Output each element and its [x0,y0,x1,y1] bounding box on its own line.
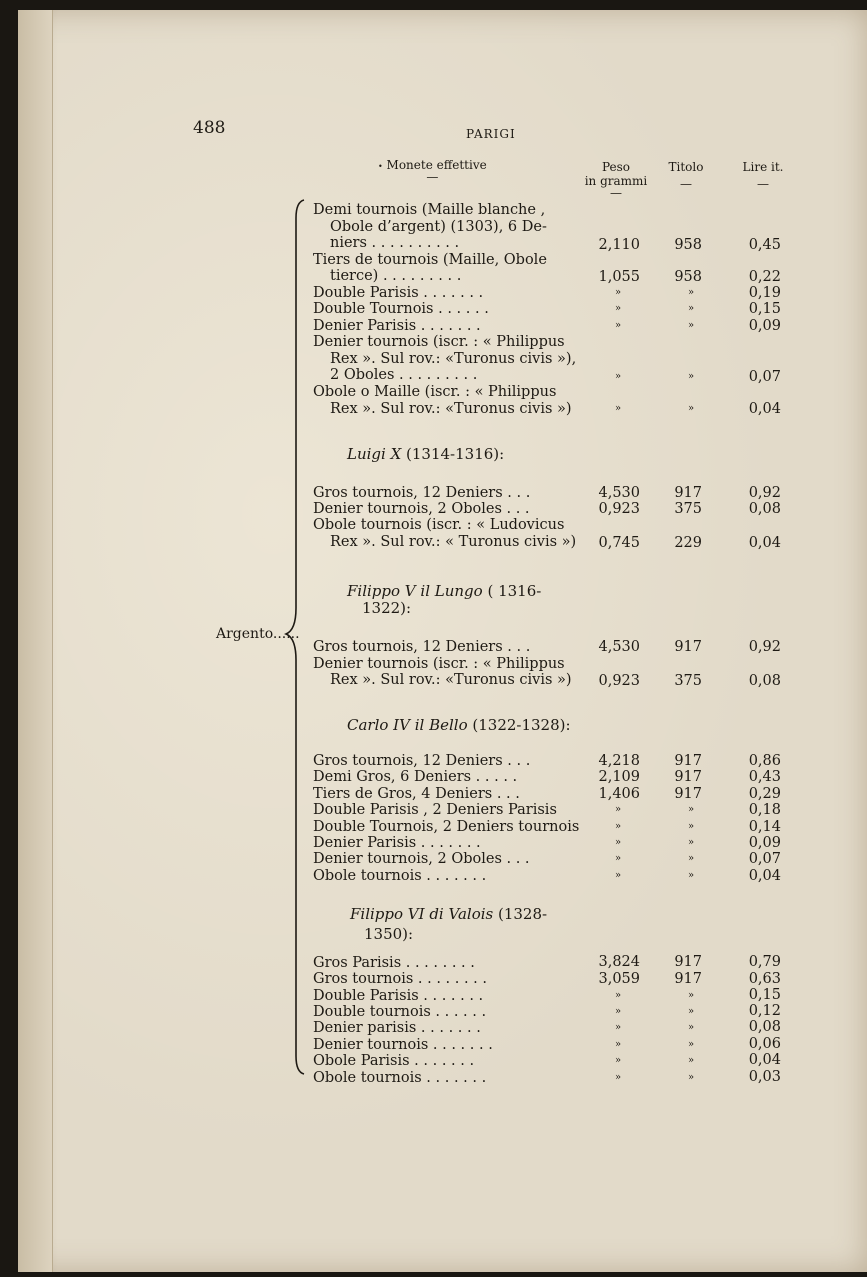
reign-heading [347,717,591,734]
coin-desc: Gros tournois, 12 Deniers . . . [313,753,531,769]
titolo-value: 917 [674,954,702,970]
coin-desc: Denier Parisis . . . . . . . [313,835,481,851]
peso-value: 4,530 [598,639,640,655]
lire-value: 0,04 [748,401,781,417]
coin-desc: Gros Parisis . . . . . . . . [313,955,475,971]
lire-value: 0,08 [748,501,781,517]
lire-value: 0,12 [748,1003,781,1019]
lire-value: 0,07 [748,369,781,385]
col-lire-label: Lire it. [742,160,784,174]
ditto-mark: » [687,870,695,881]
lire-value: 0,43 [748,769,781,785]
ditto-mark: » [614,320,622,331]
ditto-mark: » [614,303,622,314]
ditto-mark: » [614,853,622,864]
col-dash: — [426,170,439,184]
lire-value: 0,07 [748,851,781,867]
titolo-value: 375 [674,501,702,517]
peso-value: 0,745 [598,535,640,551]
titolo-value: 917 [674,786,702,802]
ditto-mark: » [687,821,695,832]
lire-value: 0,04 [748,868,781,884]
coin-desc: Gros tournois . . . . . . . . [313,971,488,987]
lire-value: 0,04 [748,1052,781,1068]
page-gutter [18,10,53,1272]
ditto-mark: » [614,837,622,848]
coin-desc: Double Parisis , 2 Deniers Parisis [313,802,557,818]
peso-value: 4,218 [598,753,640,769]
reign-dates: ( 1316- [482,582,542,600]
col-header-lire [738,160,788,189]
coin-desc: Denier tournois, 2 Oboles . . . [313,501,530,517]
lire-value: 0,03 [748,1069,781,1085]
coin-desc: Tiers de tournois (Maille, Obole [313,252,547,268]
col-dash: — [680,177,692,191]
king-name: Luigi X [347,445,402,463]
metal-label: Argento...... [216,626,300,642]
king-name: Carlo IV il Bello [347,716,468,734]
lire-value: 0,79 [748,954,781,970]
reign-heading [347,583,591,600]
ditto-mark: » [687,990,695,1001]
ditto-mark: » [614,804,622,815]
col-peso-line1: Peso [601,160,631,174]
coin-desc: Obole o Maille (iscr. : « Philippus [313,384,557,400]
ditto-mark: » [614,1006,622,1017]
titolo-value: 958 [674,269,702,285]
ditto-mark: » [687,320,695,331]
running-head: PARIGI [466,127,516,141]
coin-desc: Denier tournois (iscr. : « Philippus [313,334,565,350]
ditto-mark: » [687,287,695,298]
coin-desc: Rex ». Sul rov.: « Turonus civis ») [330,534,577,550]
lire-value: 0,63 [748,971,781,987]
lire-value: 0,14 [748,819,781,835]
ditto-mark: » [687,371,695,382]
peso-value: 0,923 [598,673,640,689]
lire-value: 0,19 [748,285,781,301]
titolo-value: 917 [674,753,702,769]
lire-value: 0,92 [748,639,781,655]
peso-value: 3,059 [598,971,640,987]
ditto-mark: » [687,804,695,815]
ditto-mark: » [614,1022,622,1033]
peso-value: 2,109 [598,769,640,785]
lire-value: 0,08 [748,673,781,689]
ditto-mark: » [614,1055,622,1066]
col-dash: — [757,177,769,191]
coin-desc: Obole tournois . . . . . . . [313,1070,487,1086]
ditto-mark: » [687,1055,695,1066]
titolo-value: 958 [674,237,702,253]
coin-desc: Denier tournois (iscr. : « Philippus [313,656,565,672]
peso-value: 3,824 [598,954,640,970]
lire-value: 0,04 [748,535,781,551]
ditto-mark: » [614,287,622,298]
lire-value: 0,09 [748,318,781,334]
lire-value: 0,86 [748,753,781,769]
coin-desc: Double Parisis . . . . . . . [313,285,484,301]
coin-desc: Obole tournois . . . . . . . [313,868,487,884]
col-monete-label: Monete effettive [386,158,487,172]
titolo-value: 229 [674,535,702,551]
coin-desc: Double Tournois, 2 Deniers tournois [313,819,580,835]
ditto-mark: » [614,371,622,382]
lire-value: 0,18 [748,802,781,818]
ditto-mark: » [614,870,622,881]
peso-value: 1,406 [598,786,640,802]
ditto-mark: » [614,821,622,832]
lire-value: 0,15 [748,301,781,317]
titolo-value: 917 [674,769,702,785]
reign-dates-cont: 1322): [362,599,412,617]
ditto-mark: » [687,403,695,414]
col-titolo-label: Titolo [668,160,704,174]
ditto-mark: » [687,1022,695,1033]
ditto-mark: » [687,1072,695,1083]
ditto-mark: » [687,303,695,314]
col-header-peso [580,160,652,198]
king-name: Filippo V il Lungo [347,582,483,600]
coin-desc: Rex ». Sul rov.: «Turonus civis ») [330,401,572,417]
col-header-titolo [664,160,708,189]
coin-desc: Demi tournois (Maille blanche , [313,202,546,218]
ditto-mark: » [614,403,622,414]
peso-value: 4,530 [598,485,640,501]
reign-dates: (1314-1316): [401,445,505,463]
coin-desc: Gros tournois, 12 Deniers . . . [313,639,531,655]
lire-value: 0,45 [748,237,781,253]
ditto-mark: » [614,1072,622,1083]
titolo-value: 375 [674,673,702,689]
reign-heading [350,906,594,923]
coin-desc: Denier tournois, 2 Oboles . . . [313,851,530,867]
peso-value: 2,110 [598,237,640,253]
ditto-mark: » [614,1039,622,1050]
coin-desc: Double Tournois . . . . . . [313,301,489,317]
titolo-value: 917 [674,485,702,501]
coin-desc: Obole tournois (iscr. : « Ludovicus [313,517,565,533]
ditto-mark: » [687,853,695,864]
coin-desc: 2 Oboles . . . . . . . . . [330,367,478,383]
col-header-monete: • Monete effettive — [378,158,487,184]
coin-desc: Denier parisis . . . . . . . [313,1020,481,1036]
reign-dates: (1328- [493,905,548,923]
peso-value: 1,055 [598,269,640,285]
lire-value: 0,09 [748,835,781,851]
lire-value: 0,08 [748,1019,781,1035]
reign-dates: (1322-1328): [467,716,571,734]
coin-desc: tierce) . . . . . . . . . [330,268,462,284]
curly-brace [284,198,308,1078]
coin-desc: Tiers de Gros, 4 Deniers . . . [313,786,520,802]
coin-desc: Demi Gros, 6 Deniers . . . . . [313,769,518,785]
col-dash: — [610,186,622,200]
coin-desc: Double tournois . . . . . . [313,1004,487,1020]
lire-value: 0,06 [748,1036,781,1052]
coin-desc: Rex ». Sul rov.: «Turonus civis ») [330,672,572,688]
ditto-mark: » [687,837,695,848]
coin-desc: niers . . . . . . . . . . [330,235,460,251]
king-name: Filippo VI di Valois [350,905,494,923]
page-number: 488 [193,118,226,138]
lire-value: 0,29 [748,786,781,802]
coin-desc: Rex ». Sul rov.: «Turonus civis »), [330,351,577,367]
coin-desc: Double Parisis . . . . . . . [313,988,484,1004]
coin-desc: Obole Parisis . . . . . . . [313,1053,475,1069]
coin-desc: Denier tournois . . . . . . . [313,1037,493,1053]
reign-heading [347,446,591,463]
titolo-value: 917 [674,971,702,987]
lire-value: 0,22 [748,269,781,285]
coin-desc: Gros tournois, 12 Deniers . . . [313,485,531,501]
ditto-mark: » [687,1039,695,1050]
col-peso-line2: in grammi [584,174,648,188]
reign-dates-cont: 1350): [364,925,414,943]
peso-value: 0,923 [598,501,640,517]
coin-desc: Obole d’argent) (1303), 6 De- [330,219,547,235]
ditto-mark: » [687,1006,695,1017]
ditto-mark: » [614,990,622,1001]
lire-value: 0,92 [748,485,781,501]
coin-desc: Denier Parisis . . . . . . . [313,318,481,334]
titolo-value: 917 [674,639,702,655]
lire-value: 0,15 [748,987,781,1003]
